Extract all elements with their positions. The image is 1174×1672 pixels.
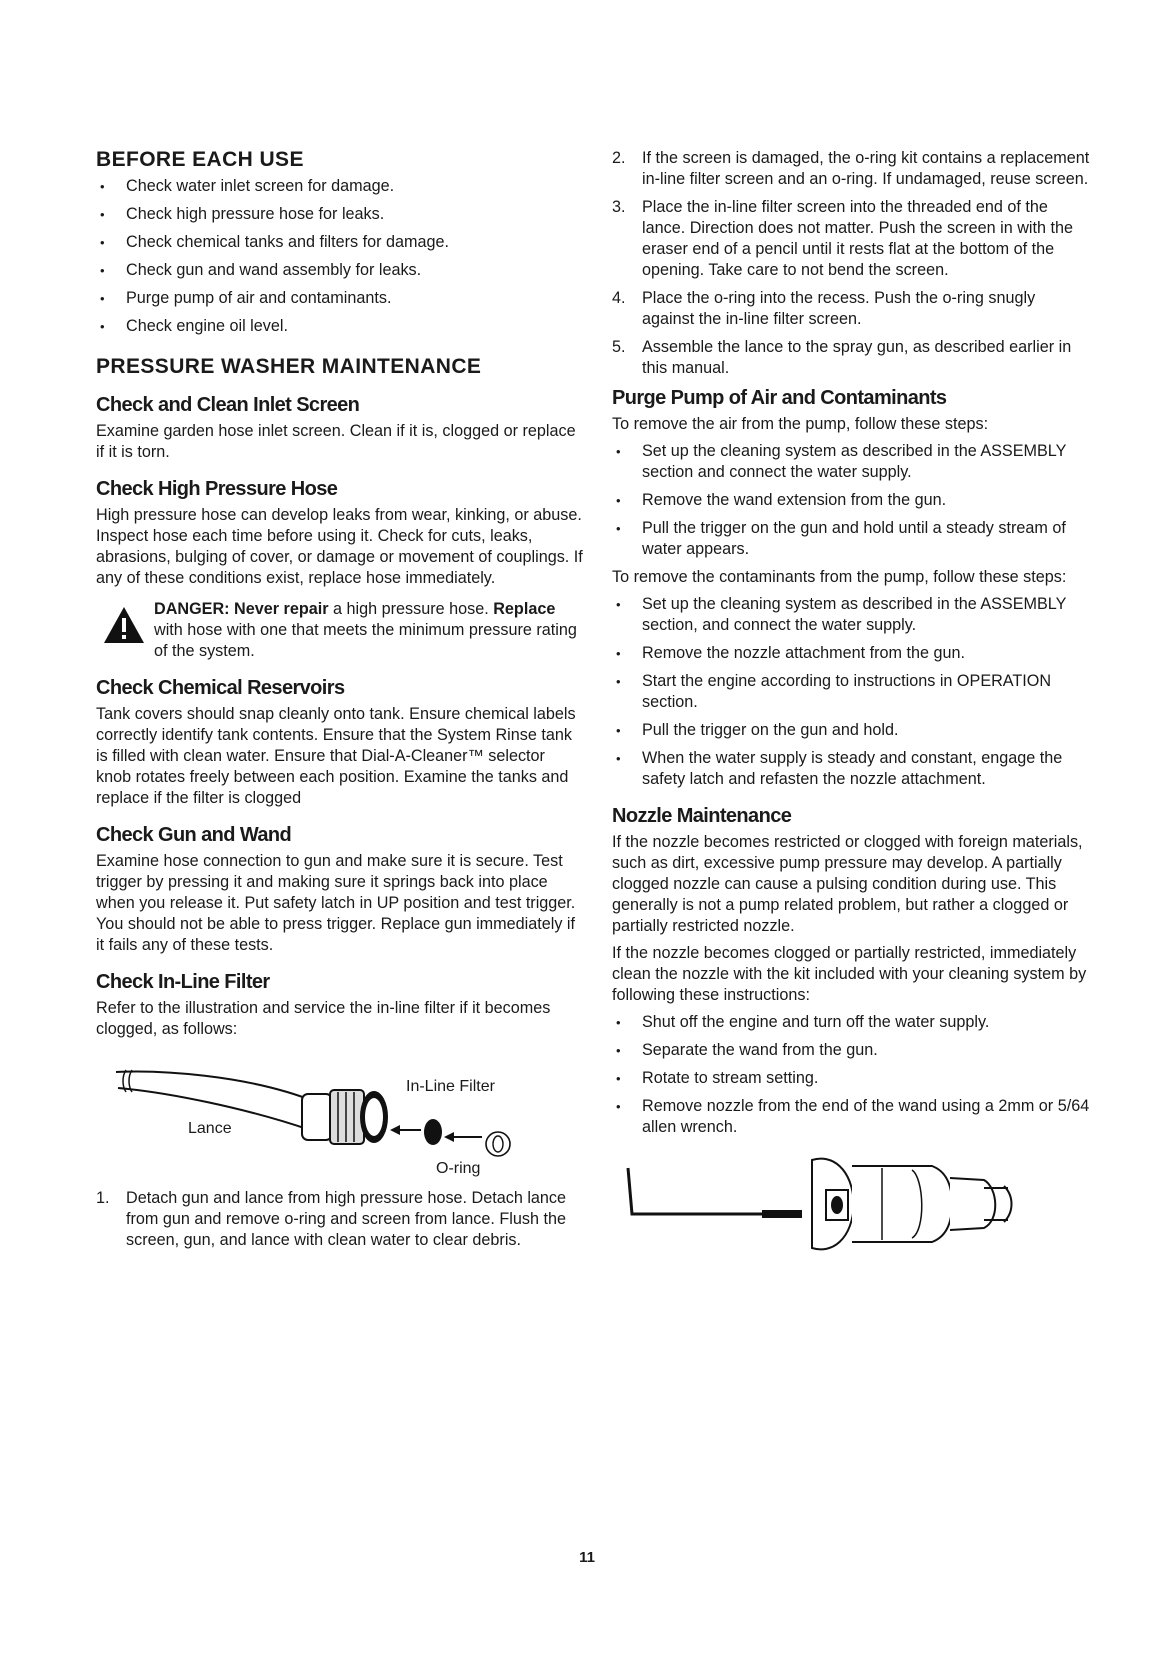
lance-label: Lance <box>188 1120 232 1138</box>
step-text: Assemble the lance to the spray gun, as described earlier in this manual. <box>642 338 1072 377</box>
list-item: • Check gun and wand assembly for leaks. <box>96 260 584 281</box>
step-text: Place the o-ring into the recess. Push the o-ring snugly against the in-line filter screen. <box>642 289 1036 328</box>
step-item <box>612 197 1090 281</box>
step-number: 5. <box>612 338 626 356</box>
list-item: • Set up the cleaning system as described in the ASSEMBLY section and connect the water supply. <box>612 441 1090 483</box>
before-each-use-list <box>96 176 584 337</box>
step-item <box>96 1188 584 1251</box>
nozzle-heading: Nozzle Maintenance <box>612 805 792 827</box>
list-item: • Remove the nozzle attachment from the gun. <box>612 643 1090 664</box>
warning-triangle-icon <box>102 605 146 645</box>
right-column <box>612 148 1090 1258</box>
purge-air-list <box>612 441 1090 560</box>
left-column <box>96 148 584 1258</box>
list-item: • Remove nozzle from the end of the wand using a 2mm or 5/64 allen wrench. <box>612 1096 1090 1138</box>
maintenance-heading: PRESSURE WASHER MAINTENANCE <box>96 355 482 379</box>
danger-notice <box>96 599 584 662</box>
list-item: • Separate the wand from the gun. <box>612 1040 1090 1061</box>
danger-label: DANGER: <box>154 600 230 619</box>
danger-text <box>154 599 584 662</box>
nozzle-text-1: If the nozzle becomes restricted or clogged with foreign materials, such as dirt, excessive pump pressure may develop. A partially clogged nozzle can cause a pulsing condition during use. This generally is not a pump related problem, but rather a clogged or partially restricted nozzle. <box>612 833 1083 935</box>
danger-replace: Replace <box>493 600 556 619</box>
inlet-screen-text: Examine garden hose inlet screen. Clean if it is, clogged or replace if it is torn. <box>96 422 576 462</box>
inline-filter-diagram <box>96 1050 584 1184</box>
step-number: 2. <box>612 149 626 167</box>
nozzle-list <box>612 1012 1090 1138</box>
step-text: If the screen is damaged, the o-ring kit contains a replacement in-line filter screen and an o-ring. If undamaged, reuse screen. <box>642 149 1090 188</box>
list-item: • Start the engine according to instructions in OPERATION section. <box>612 671 1090 713</box>
nozzle-text-2: If the nozzle becomes clogged or partially restricted, immediately clean the nozzle with the kit included with your cleaning system by following these instructions: <box>612 944 1087 1004</box>
gun-wand-heading: Check Gun and Wand <box>96 824 292 847</box>
before-each-use-heading: BEFORE EACH USE <box>96 148 304 171</box>
list-item: • Check high pressure hose for leaks. <box>96 204 584 225</box>
step-number: 3. <box>612 198 626 216</box>
step-number: 1. <box>96 1189 110 1208</box>
danger-never-repair: Never repair <box>234 600 329 619</box>
list-item: • Purge pump of air and contaminants. <box>96 288 584 309</box>
purge-air-intro: To remove the air from the pump, follow these steps: <box>612 415 989 433</box>
oring-label: O-ring <box>436 1160 481 1178</box>
inline-filter-label: In-Line Filter <box>406 1078 495 1096</box>
inline-filter-steps-right <box>612 148 1090 379</box>
danger-text-2: with hose with one that meets the minimum pressure rating of the system. <box>154 621 577 661</box>
step-item <box>612 148 1090 190</box>
chemical-heading: Check Chemical Reservoirs <box>96 677 345 700</box>
purge-heading: Purge Pump of Air and Contaminants <box>612 387 947 409</box>
list-item: • Pull the trigger on the gun and hold until a steady stream of water appears. <box>612 518 1090 560</box>
step-number: 4. <box>612 289 626 307</box>
list-item: • Check water inlet screen for damage. <box>96 176 584 197</box>
list-item: • Shut off the engine and turn off the water supply. <box>612 1012 1090 1033</box>
allen-wrench-nozzle-illustration <box>612 1148 1072 1258</box>
gun-wand-text: Examine hose connection to gun and make sure it is secure. Test trigger by pressing it and making sure it springs back into place when you release it. Put safety latch in UP position and test trigger. You should not be able to press trigger. Replace gun immediately if it fails any of these tests. <box>96 852 576 955</box>
step-item <box>612 337 1090 379</box>
nozzle-diagram <box>612 1148 1090 1258</box>
list-item: • Remove the wand extension from the gun. <box>612 490 1090 511</box>
hose-text: High pressure hose can develop leaks from wear, kinking, or abuse. Inspect hose each time before using it. Check for cuts, leaks, abrasions, bulging of cover, or damage or movement of couplings. If any of these conditions exist, replace hose immediately. <box>96 506 583 588</box>
step-text: Place the in-line filter screen into the threaded end of the lance. Direction does not matter. Push the screen in with the eraser end of a pencil until it rests flat at the bottom of the opening. Take care to not bend the screen. <box>642 198 1073 279</box>
purge-contaminant-intro: To remove the contaminants from the pump, follow these steps: <box>612 568 1067 586</box>
inline-filter-text: Refer to the illustration and service the in-line filter if it becomes clogged, as follows: <box>96 999 551 1039</box>
list-item: • Set up the cleaning system as described in the ASSEMBLY section, and connect the water supply. <box>612 594 1090 636</box>
list-item: • Rotate to stream setting. <box>612 1068 1090 1089</box>
list-item: • Pull the trigger on the gun and hold. <box>612 720 1090 741</box>
lance-filter-illustration <box>96 1050 584 1184</box>
step-text: Detach gun and lance from high pressure hose. Detach lance from gun and remove o-ring and screen from lance. Flush the screen, gun, and lance with clean water to clear debris. <box>126 1189 567 1250</box>
danger-text-1: a high pressure hose. <box>328 600 489 619</box>
page-number: 11 <box>579 1549 595 1566</box>
step-item <box>612 288 1090 330</box>
inline-filter-heading: Check In-Line Filter <box>96 971 270 994</box>
list-item: • Check engine oil level. <box>96 316 584 337</box>
list-item: • Check chemical tanks and filters for damage. <box>96 232 584 253</box>
inline-filter-steps-left <box>96 1188 584 1251</box>
chemical-text: Tank covers should snap cleanly onto tank. Ensure chemical labels correctly identify tank contents. Ensure that the System Rinse tank is filled with clean water. Ensure that Dial-A-Cleaner™ selector knob rotates freely between each position. Examine the tanks and replace if the filter is clogged <box>96 705 576 808</box>
hose-heading: Check High Pressure Hose <box>96 478 338 501</box>
list-item: • When the water supply is steady and constant, engage the safety latch and refasten the nozzle attachment. <box>612 748 1090 790</box>
purge-contaminant-list <box>612 594 1090 790</box>
inlet-screen-heading: Check and Clean Inlet Screen <box>96 394 360 417</box>
